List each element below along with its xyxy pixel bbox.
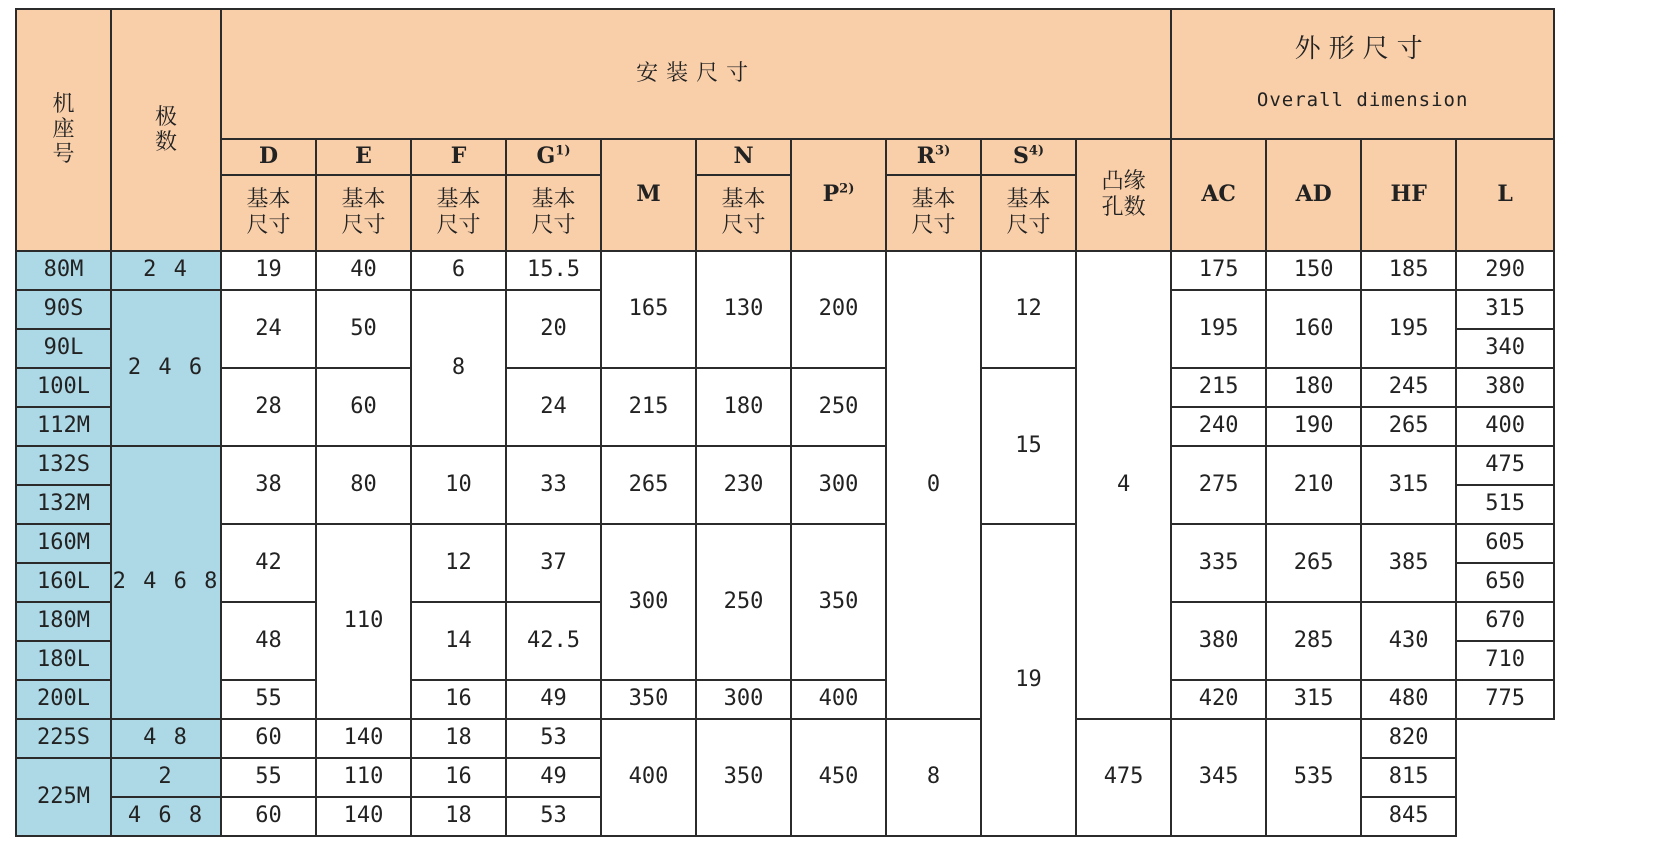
ad-cell: 210 — [1266, 446, 1361, 524]
hf-cell: 185 — [1361, 251, 1456, 290]
frame-cell: 112M — [16, 407, 111, 446]
p-cell: 400 — [791, 680, 886, 719]
frame-cell: 225S — [16, 719, 111, 758]
n-cell: 300 — [696, 680, 791, 719]
ad-cell: 190 — [1266, 407, 1361, 446]
frame-cell: 100L — [16, 368, 111, 407]
d-cell: 24 — [221, 290, 316, 368]
g-cell: 20 — [506, 290, 601, 368]
g-cell: 53 — [506, 719, 601, 758]
f-cell: 18 — [411, 719, 506, 758]
n-cell: 350 — [696, 719, 791, 836]
ad-cell: 160 — [1266, 290, 1361, 368]
poles-cell: 2 4 — [111, 251, 221, 290]
poles-header: 极 数 — [111, 9, 221, 251]
frame-cell: 90S — [16, 290, 111, 329]
m-cell: 165 — [601, 251, 696, 368]
frame-cell: 132S — [16, 446, 111, 485]
f-cell: 8 — [411, 290, 506, 446]
col-header-hf: HF — [1361, 139, 1456, 251]
ad-cell: 285 — [1266, 602, 1361, 680]
hf-cell: 535 — [1266, 719, 1361, 836]
frame-cell: 180L — [16, 641, 111, 680]
frame-cell: 160L — [16, 563, 111, 602]
d-cell: 28 — [221, 368, 316, 446]
poles-cell: 2 4 6 — [111, 290, 221, 446]
f-cell: 12 — [411, 524, 506, 602]
l-cell: 515 — [1456, 485, 1554, 524]
overall-dimension-en: Overall dimension — [1256, 89, 1469, 112]
basic-size-label: 基本 尺寸 — [981, 175, 1076, 251]
s-cell: 12 — [981, 251, 1076, 368]
poles-cell: 2 — [111, 758, 221, 797]
p-cell: 300 — [791, 446, 886, 524]
frame-cell: 225M — [16, 758, 111, 836]
l-cell: 315 — [1456, 290, 1554, 329]
p-cell: 200 — [791, 251, 886, 368]
hf-cell: 245 — [1361, 368, 1456, 407]
l-cell: 475 — [1456, 446, 1554, 485]
hf-cell: 265 — [1361, 407, 1456, 446]
ac-cell: 215 — [1171, 368, 1266, 407]
l-cell: 340 — [1456, 329, 1554, 368]
table-row — [16, 524, 1554, 563]
e-cell: 140 — [316, 719, 411, 758]
f-cell: 16 — [411, 680, 506, 719]
f-cell: 16 — [411, 758, 506, 797]
r-cell: 0 — [886, 251, 981, 719]
header-row — [16, 139, 1554, 175]
s-cell: 19 — [981, 524, 1076, 836]
col-header-r: $R^{3)}$ — [886, 139, 981, 175]
l-cell: 710 — [1456, 641, 1554, 680]
n-cell: 180 — [696, 368, 791, 446]
table-row — [16, 368, 1554, 407]
header-row — [16, 9, 1554, 139]
ad-cell: 345 — [1171, 719, 1266, 836]
frame-cell: 80M — [16, 251, 111, 290]
installation-dimensions-header: 安装尺寸 — [221, 9, 1171, 139]
m-cell: 265 — [601, 446, 696, 524]
poles-cell: 4 6 8 — [111, 797, 221, 836]
basic-size-label: 基本 尺寸 — [506, 175, 601, 251]
e-cell: 140 — [316, 797, 411, 836]
d-cell: 55 — [221, 680, 316, 719]
l-cell: 290 — [1456, 251, 1554, 290]
frame-cell: 160M — [16, 524, 111, 563]
ad-cell: 265 — [1266, 524, 1361, 602]
ad-cell: 315 — [1266, 680, 1361, 719]
frame-cell: 90L — [16, 329, 111, 368]
hf-cell: 385 — [1361, 524, 1456, 602]
col-header-n: N — [696, 139, 791, 175]
d-cell: 19 — [221, 251, 316, 290]
table-row — [16, 680, 1554, 719]
hf-cell: 480 — [1361, 680, 1456, 719]
poles-cell: 4 8 — [111, 719, 221, 758]
e-cell: 110 — [316, 758, 411, 797]
ac-cell: 275 — [1171, 446, 1266, 524]
ac-cell: 475 — [1076, 719, 1171, 836]
col-header-ac: AC — [1171, 139, 1266, 251]
table-row — [16, 251, 1554, 290]
col-header-g: $G^{1)}$ — [506, 139, 601, 175]
l-cell: 815 — [1361, 758, 1456, 797]
ad-cell: 180 — [1266, 368, 1361, 407]
basic-size-label: 基本 尺寸 — [886, 175, 981, 251]
overall-dimension-cn: 外形尺寸 — [1294, 34, 1431, 65]
g-cell: 33 — [506, 446, 601, 524]
poles-cell: 2 4 6 8 — [111, 446, 221, 719]
n-cell: 230 — [696, 446, 791, 524]
n-cell: 250 — [696, 524, 791, 680]
f-cell: 6 — [411, 251, 506, 290]
col-header-ad: AD — [1266, 139, 1361, 251]
l-cell: 650 — [1456, 563, 1554, 602]
basic-size-label: 基本 尺寸 — [316, 175, 411, 251]
f-cell: 10 — [411, 446, 506, 524]
col-header-f: F — [411, 139, 506, 175]
flange-holes-header: 凸缘 孔数 — [1076, 139, 1171, 251]
col-header-l: L — [1456, 139, 1554, 251]
d-cell: 60 — [221, 797, 316, 836]
d-cell: 42 — [221, 524, 316, 602]
p-cell: 250 — [791, 368, 886, 446]
holes-cell: 8 — [886, 719, 981, 836]
s-cell: 15 — [981, 368, 1076, 524]
e-cell: 50 — [316, 290, 411, 368]
l-cell: 670 — [1456, 602, 1554, 641]
n-cell: 130 — [696, 251, 791, 368]
ac-cell: 335 — [1171, 524, 1266, 602]
dimension-table-container — [15, 8, 1553, 828]
e-cell: 80 — [316, 446, 411, 524]
ad-cell: 150 — [1266, 251, 1361, 290]
l-cell: 605 — [1456, 524, 1554, 563]
ac-cell: 420 — [1171, 680, 1266, 719]
g-cell: 53 — [506, 797, 601, 836]
col-header-m: M — [601, 139, 696, 251]
g-cell: 49 — [506, 680, 601, 719]
g-cell: 49 — [506, 758, 601, 797]
e-cell: 110 — [316, 524, 411, 719]
ac-cell: 240 — [1171, 407, 1266, 446]
g-cell: 15.5 — [506, 251, 601, 290]
basic-size-label: 基本 尺寸 — [221, 175, 316, 251]
table-row — [16, 446, 1554, 485]
basic-size-label: 基本 尺寸 — [411, 175, 506, 251]
e-cell: 60 — [316, 368, 411, 446]
col-header-p: $P^{2)}$ — [791, 139, 886, 251]
motor-dimension-table — [15, 8, 1555, 837]
l-cell: 775 — [1456, 680, 1554, 719]
col-header-e: E — [316, 139, 411, 175]
m-cell: 215 — [601, 368, 696, 446]
g-cell: 42.5 — [506, 602, 601, 680]
hf-cell: 195 — [1361, 290, 1456, 368]
d-cell: 48 — [221, 602, 316, 680]
f-cell: 18 — [411, 797, 506, 836]
ac-cell: 195 — [1171, 290, 1266, 368]
e-cell: 40 — [316, 251, 411, 290]
m-cell: 400 — [601, 719, 696, 836]
g-cell: 37 — [506, 524, 601, 602]
frame-number-header: 机 座 号 — [16, 9, 111, 251]
d-cell: 55 — [221, 758, 316, 797]
l-cell: 400 — [1456, 407, 1554, 446]
m-cell: 300 — [601, 524, 696, 680]
frame-cell: 200L — [16, 680, 111, 719]
f-cell: 14 — [411, 602, 506, 680]
frame-cell: 180M — [16, 602, 111, 641]
p-cell: 350 — [791, 524, 886, 680]
basic-size-label: 基本 尺寸 — [696, 175, 791, 251]
l-cell: 380 — [1456, 368, 1554, 407]
holes-cell: 4 — [1076, 251, 1171, 719]
d-cell: 38 — [221, 446, 316, 524]
m-cell: 350 — [601, 680, 696, 719]
table-row — [16, 719, 1554, 758]
hf-cell: 430 — [1361, 602, 1456, 680]
hf-cell: 315 — [1361, 446, 1456, 524]
l-cell: 820 — [1361, 719, 1456, 758]
col-header-s: $S^{4)}$ — [981, 139, 1076, 175]
l-cell: 845 — [1361, 797, 1456, 836]
ac-cell: 175 — [1171, 251, 1266, 290]
frame-cell: 132M — [16, 485, 111, 524]
ac-cell: 380 — [1171, 602, 1266, 680]
col-header-d: D — [221, 139, 316, 175]
d-cell: 60 — [221, 719, 316, 758]
overall-dimension-header — [1171, 9, 1554, 139]
p-cell: 450 — [791, 719, 886, 836]
g-cell: 24 — [506, 368, 601, 446]
